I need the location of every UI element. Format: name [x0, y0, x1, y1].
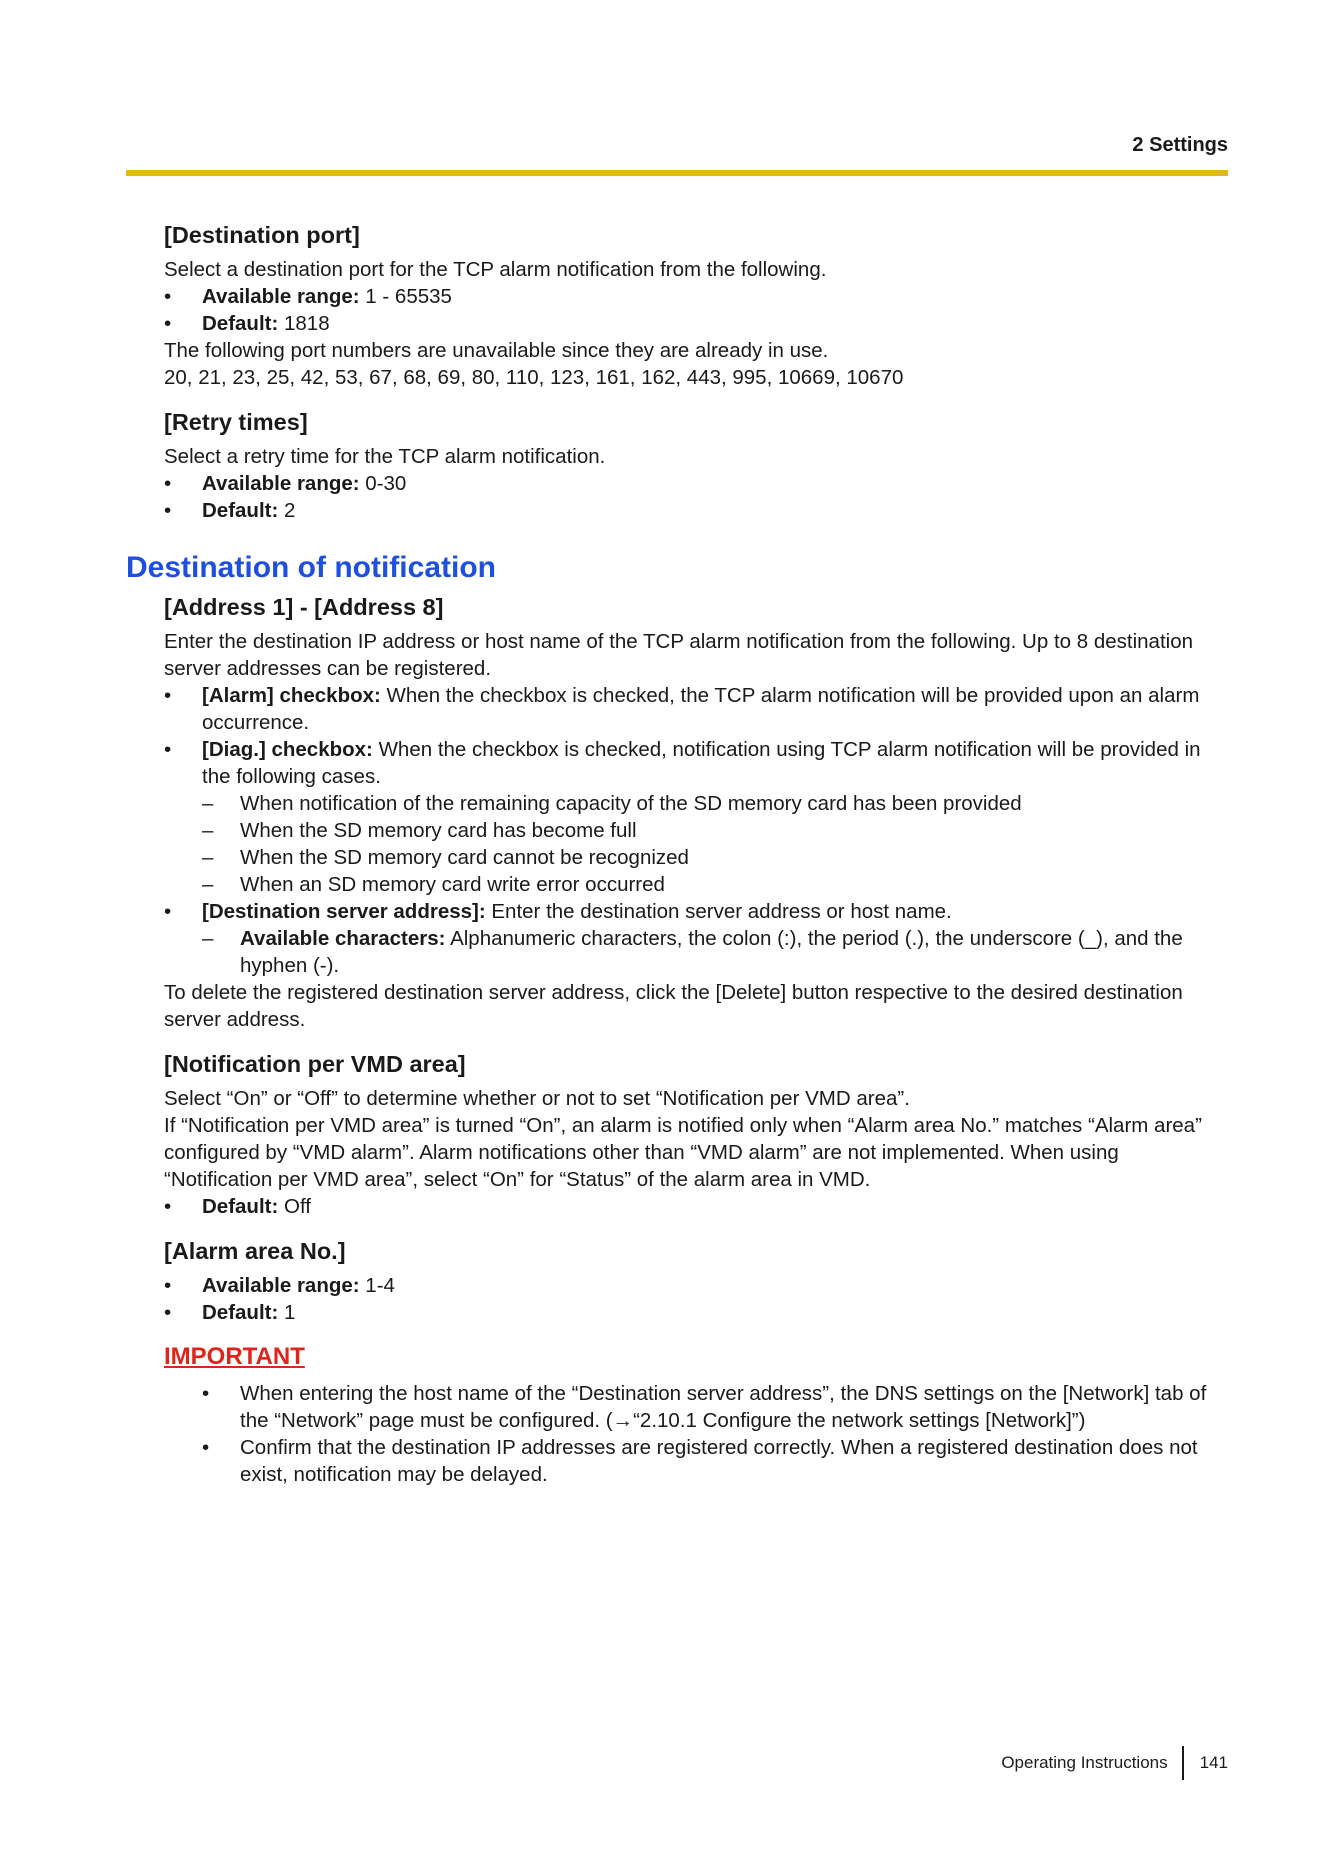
footer-separator	[1182, 1746, 1184, 1780]
port-list: 20, 21, 23, 25, 42, 53, 67, 68, 69, 80, 110, 123, 161, 162, 443, 995, 10669, 10670	[164, 366, 904, 389]
alarm-area-range: • Available range: 1-4	[164, 1272, 1230, 1299]
diag-case: – When notification of the remaining capacity of the SD memory card has been provided	[164, 790, 1230, 817]
destination-port-title: [Destination port]	[164, 222, 360, 248]
page-number: 141	[1199, 1753, 1228, 1772]
important-item: • When entering the host name of the “Destination server address”, the DNS settings on the [Network] tab of the “Network” page must be configured. (→“2.10.1 Configure the network settings [Network]”)	[164, 1380, 1230, 1434]
port-note: The following port numbers are unavailable since they are already in use.	[164, 339, 829, 362]
header-rule	[126, 170, 1228, 176]
retry-times-section	[126, 407, 1230, 524]
section-heading: Destination of notification	[126, 551, 496, 584]
destination-port-default: • Default: 1818	[164, 310, 1230, 337]
retry-times-range: • Available range: 0-30	[164, 470, 1230, 497]
important-item: • Confirm that the destination IP addresses are registered correctly. When a registered destination does not exist, notification may be delayed.	[164, 1434, 1230, 1488]
diag-case: – When the SD memory card cannot be recognized	[164, 844, 1230, 871]
address-intro: Enter the destination IP address or host name of the TCP alarm notification from the following. Up to 8 destination server addresses can be registered.	[164, 630, 1193, 680]
vmd-section	[126, 1049, 1230, 1220]
retry-times-title: [Retry times]	[164, 409, 308, 435]
vmd-title: [Notification per VMD area]	[164, 1051, 466, 1077]
document-name: Operating Instructions	[1001, 1753, 1168, 1772]
chapter-title: 2 Settings	[1132, 134, 1228, 156]
diag-case: – When an SD memory card write error occurred	[164, 871, 1230, 898]
address-title: [Address 1] - [Address 8]	[164, 594, 444, 620]
destination-port-range: • Available range: 1 - 65535	[164, 283, 1230, 310]
alarm-checkbox-desc: • [Alarm] checkbox: When the checkbox is checked, the TCP alarm notification will be provided upon an alarm occurrence.	[164, 682, 1230, 736]
alarm-area-section	[126, 1236, 1230, 1326]
diag-checkbox-desc: • [Diag.] checkbox: When the checkbox is checked, notification using TCP alarm notification will be provided in the following cases.	[164, 736, 1230, 790]
page-content	[126, 220, 1230, 1488]
alarm-area-title: [Alarm area No.]	[164, 1238, 346, 1264]
destination-port-intro: Select a destination port for the TCP alarm notification from the following.	[164, 258, 827, 281]
available-characters-desc: – Available characters: Alphanumeric characters, the colon (:), the period (.), the underscore (_), and the hyphen (-).	[164, 925, 1230, 979]
important-label: IMPORTANT	[164, 1343, 305, 1370]
delete-note: To delete the registered destination server address, click the [Delete] button respective to the desired destination server address.	[164, 981, 1183, 1031]
diag-case: – When the SD memory card has become full	[164, 817, 1230, 844]
page-footer	[1001, 1745, 1228, 1781]
vmd-line1: Select “On” or “Off” to determine whether or not to set “Notification per VMD area”.	[164, 1087, 910, 1110]
retry-times-intro: Select a retry time for the TCP alarm notification.	[164, 445, 606, 468]
address-section	[126, 592, 1230, 1033]
important-section	[126, 1342, 1230, 1488]
alarm-area-default: • Default: 1	[164, 1299, 1230, 1326]
vmd-default: • Default: Off	[164, 1193, 1230, 1220]
destination-port-section	[126, 220, 1230, 391]
retry-times-default: • Default: 2	[164, 497, 1230, 524]
server-address-desc: • [Destination server address]: Enter the destination server address or host name.	[164, 898, 1230, 925]
vmd-line2: If “Notification per VMD area” is turned “On”, an alarm is notified only when “Alarm area No.” matches “Alarm area” configured by “VMD alarm”. Alarm notifications other than “VMD alarm” are not implemented. When using “Notification per VMD area”, select “On” for “Status” of the alarm area in VMD.	[164, 1114, 1202, 1191]
